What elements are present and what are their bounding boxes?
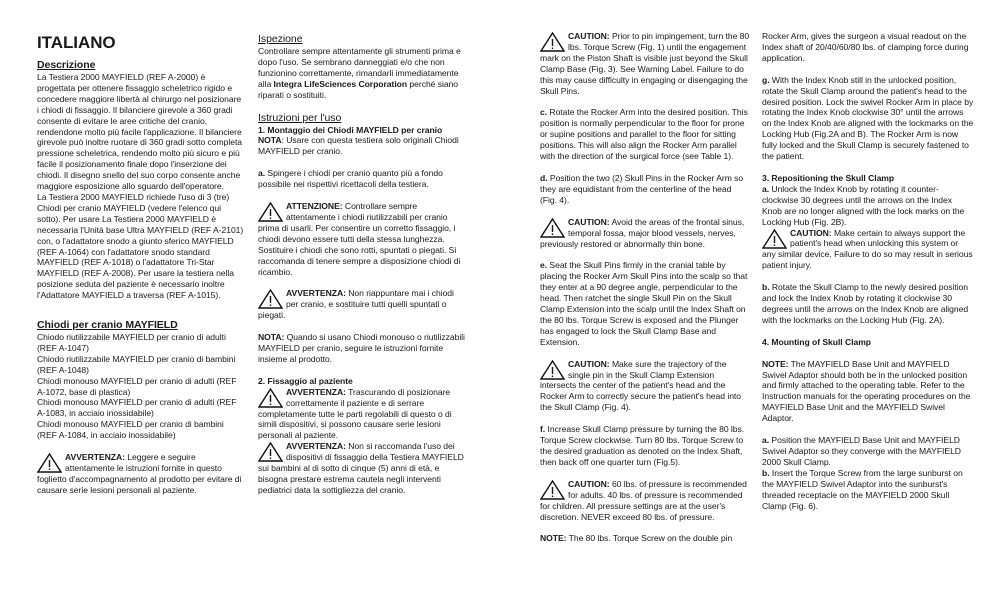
language-title: ITALIANO [37, 33, 116, 52]
skull-pin-item: Chiodo riutilizzabile MAYFIELD per cranio di bambini (REF A-1048) [37, 353, 236, 375]
step-3a: a. Unlock the Index Knob by rotating it counter-clockwise 30 degrees until the arrows on the Index Knob are no longer aligned with the lock marks on the Locking Hub (Fig. 2B). [762, 183, 965, 227]
warning-block: AVVERTENZA: Trascurando di posizionare correttamente il paziente e di serrare completamente tutte le parti regolabili di questo o di simili dispositivi, si possono causare serie lesioni personali al paziente. [258, 386, 452, 441]
warning-triangle-icon [540, 218, 565, 238]
caution-block: CAUTION: Prior to pin impingement, turn the 80 lbs. Torque Screw (Fig. 1) until the engagement mark on the Piston Shaft is visible just beyond the Skull Clamp Base (Fig. 3). See Warning Label. Failure to do this may cause difficulty in engaging or disengaging the Skull Pins. [540, 31, 750, 96]
warning-block: AVVERTENZA: Non riappuntare mai i chiodi per cranio, e sostituire tutti quelli spuntati o piegati. [258, 288, 454, 321]
step-d: d. Position the two (2) Skull Pins in the Rocker Arm so they are equidistant from the centerline of the head (Fig. 4). [540, 172, 744, 205]
warning-triangle-icon [258, 388, 283, 408]
attention-block: ATTENZIONE: Controllare sempre attentamente i chiodi riutilizzabili per cranio prima di usarli. Per consentire un corretto fissaggio, i chiodi devono essere tutti della stessa lunghezza. Sostituire i chiodi che sono rotti, spuntati o piegati. Si raccomanda di tenere sempre a disposizione chiodi di ricambio. [258, 201, 461, 277]
instructions-heading: Istruzioni per l'uso [258, 111, 342, 124]
inspection-heading: Ispezione [258, 33, 303, 45]
step-3-heading: 3. Repositioning the Skull Clamp [762, 172, 895, 183]
company-name: Integra LifeSciences Corporation [273, 78, 408, 89]
description-paragraph-2: La Testiera 2000 MAYFIELD richiede l'uso di 3 (tre) Chiodi per cranio MAYFIELD (vedere l'elenco qui sotto). Per usare La Testiera 2000 MAYFIELD è necessaria l'Unità base Ultra MAYFIELD (REF A-2101) con, o l'adattatore snodo a giunto sferico MAYFIELD (REF A-1064) con l'adattatore snodo standard MAYFIELD (REF A-1018) o l'adattatore Tri-Star MAYFIELD (REF A-2008). Per usare la testiera nella posizione seduta del paziente è necessario inoltre l'Adattatore MAYFIELD a traversa (REF A-1015). [37, 191, 244, 301]
step-3b: b. Rotate the Skull Clamp to the newly desired position and lock the Index Knob by rotating it clockwise 30 degrees until the arrows on the Index Knob are aligned with the lockmarks on the Locking Hub (Fig. 2A). [762, 282, 969, 325]
warning-block: AVVERTENZA: Non si raccomanda l'uso dei dispositivi di fissaggio della Testiera MAYFIELD sui bambini al di sotto di cinque (5) anni di età, e bisogna prestare estrema cautela negli interventi pediatrici data la sottigliezza del cranio. [258, 441, 464, 495]
step-f: f. Increase Skull Clamp pressure by turning the 80 lbs. Torque Screw clockwise. Turn 80 lbs. Torque Screw to the desired graduation as denoted on the Index Shaft, then back off one quarter turn (Fig.5). [540, 424, 745, 467]
skull-pin-item: Chiodi monouso MAYFIELD per cranio di bambini (REF A-1084, in acciaio inossidabile) [37, 419, 224, 441]
mounting-note: NOTE: The MAYFIELD Base Unit and MAYFIELD Swivel Adaptor should both be in the unlocked position and firmly attached to the operating table. Refer to the Instruction manuals for the operating procedures on the MAYFIELD Base Unit and the MAYFIELD Swivel Adaptor. [762, 358, 971, 424]
warning-label: AVVERTENZA: [65, 452, 125, 463]
warning-block [37, 452, 245, 496]
warning-triangle-icon [258, 289, 283, 309]
torque-note: NOTE: The 80 lbs. Torque Screw on the double pin [540, 533, 733, 544]
warning-triangle-icon [37, 453, 62, 473]
caution-block: CAUTION: 60 lbs. of pressure is recommended for adults. 40 lbs. of pressure is recommended for children. All pressure settings are at the user's discretion. NEVER exceed 80 lbs. of pressure. [540, 478, 747, 522]
warning-triangle-icon [540, 480, 565, 500]
warning-triangle-icon [258, 442, 283, 462]
warning-text: Leggere e seguire attentamente le istruzioni fornite in questo foglietto d'accompagnamento al prodotto per evitare di causare serie lesioni personali al paziente. [37, 452, 242, 495]
step-g: g. With the Index Knob still in the unlocked position, rotate the Skull Clamp around the patient's head to the desired position. Lock the swivel Rocker Arm in place by rotating the Index Knob clockwise 30° until the arrows on the Index Knob are aligned with the lockmarks on the Locking Hub (Fig.2A and B). The Rocker Arm is now fully locked and the Skull Clamp is securely fastened to the patient. [762, 74, 974, 162]
column-italian-description [37, 33, 245, 496]
step-1-note: NOTA: Usare con questa testiera solo originali Chiodi MAYFIELD per cranio. [258, 135, 459, 157]
skull-pin-item: Chiodo riutilizzabile MAYFIELD per cranio di adulti (REF A-1047) [37, 332, 226, 353]
step-4-heading: 4. Mounting of Skull Clamp [762, 336, 871, 347]
step-1-heading: 1. Montaggio dei Chiodi MAYFIELD per cranio [258, 124, 443, 135]
warning-triangle-icon [258, 202, 283, 222]
step-2-heading: 2. Fissaggio al paziente [258, 375, 353, 386]
column-english-instructions-1 [540, 31, 750, 544]
step-1a: a. Spingere i chiodi per cranio quanto più a fondo possibile nei rispettivi ricettacoli della testiera. [258, 168, 443, 190]
inspection-paragraph: Controllare sempre attentamente gli strumenti prima e dopo l'uso. Se sembrano danneggiati e/o che non funzionino correttamente, rimandarli immediatamente alla Integra LifeSciences Corporation perché siano riparati o sostituiti. [258, 46, 461, 100]
skull-pins-heading: Chiodi per cranio MAYFIELD [37, 319, 178, 332]
caution-block: CAUTION: Make sure the trajectory of the single pin in the Skull Clamp Extension intersects the center of the patient's head and the Rocker Arm to correctly secure the patient's head into the Skull Clamp (Fig. 4). [540, 358, 741, 413]
description-paragraph-1: La Testiera 2000 MAYFIELD (REF A-2000) è progettata per ottenere fissaggio scheletrico rigido e concedere maggiore libertà al chirurgo nel posizionare i chiodi di fissaggio. Il bilanciere girevole a 360 gradi consente di evitare le aree critiche del cranio, rendendone molto più facile l'applicazione. Il bilanciere girevole può inoltre ruotare di 360 gradi sotto completa pressione scheletrica, rendendo molto più sicuro e più facile il posizionamento finale dopo l'inserzione dei chiodi. Il disegno snello del suo corpo consente anche maggiore esposizione allo sguardo dell'operatore. [37, 72, 243, 192]
step-4b: b. Insert the Torque Screw from the large sunburst on the MAYFIELD Swivel Adaptor into the sunburst's threaded receptacle on the MAYFIELD 2000 Skull Clamp (Fig. 6). [762, 467, 963, 511]
step-c: c. Rotate the Rocker Arm into the desired position. This position is normally perpendicular to the floor for prone or supine positions and parallel to the floor for sitting positions. This will also align the Rocker Arm parallel with the direction of the surgical force (see Table 1). [540, 107, 748, 162]
warning-triangle-icon [540, 32, 565, 52]
description-heading: Descrizione [37, 59, 96, 71]
caution-block: CAUTION: Avoid the areas of the frontal sinus, temporal fossa, major blood vessels, nerves, previously restored or abnormally thin bone. [540, 216, 745, 249]
warning-triangle-icon [540, 360, 565, 380]
column-english-instructions-2 [762, 31, 974, 511]
step-e: e. Seat the Skull Pins firmly in the cranial table by placing the Rocker Arm Skull Pins into the scalp so that they enter at a 90 degree angle, perpendicular to the head. Then ratchet the single Skull Pin on the Skull Clamp Extension into the scalp until the Index Shaft on the 80 lbs. Torque Screw is exposed and the Plunger has engaged to lock the Skull Clamp Base and Extension. [540, 260, 748, 347]
note-disposable-pins: NOTA: Quando si usano Chiodi monouso o riutilizzabili MAYFIELD per cranio, seguire le istruzioni fornite insieme al prodotto. [258, 332, 465, 364]
continued-paragraph: Rocker Arm, gives the surgeon a visual readout on the Index shaft of 20/40/60/80 lbs. of clamping force during application. [762, 31, 969, 63]
warning-triangle-icon [762, 229, 787, 249]
column-italian-instructions [258, 33, 468, 496]
skull-pin-item: Chiodi monouso MAYFIELD per cranio di adulti (REF A-1083, in acciaio inossidabile) [37, 397, 237, 419]
caution-block: CAUTION: Make certain to always support the patient's head when unlocking this system or any similar device. Failure to do so may result in serious patient injury. [762, 227, 973, 271]
step-4a: a. Position the MAYFIELD Base Unit and MAYFIELD Swivel Adaptor so they converge with the MAYFIELD 2000 Skull Clamp. [762, 435, 961, 467]
skull-pin-item: Chiodi monouso MAYFIELD per cranio di adulti (REF A-1072, base di plastica) [37, 375, 237, 397]
